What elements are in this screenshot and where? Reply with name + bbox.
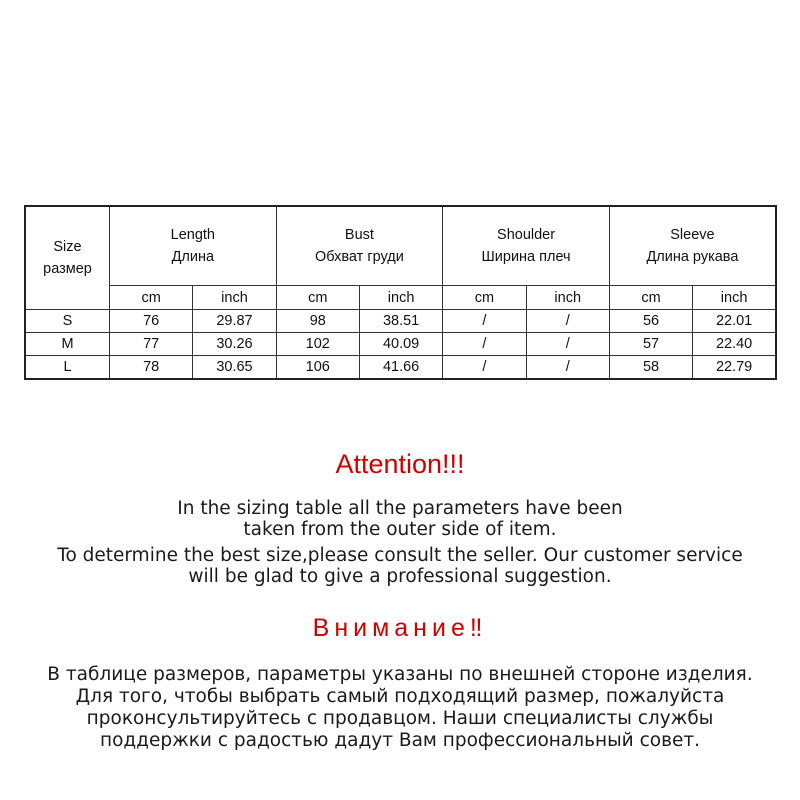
attention-note-en-1: In the sizing table all the parameters have been taken from the outer side of item. [177, 498, 623, 540]
size-header: Size размер [25, 206, 110, 310]
size-table [24, 205, 777, 380]
size-cell: S [25, 310, 110, 333]
table-cell: 22.79 [693, 356, 776, 380]
unit-cell: cm [609, 286, 692, 310]
bust-header: Bust Обхват груди [276, 206, 443, 286]
table-cell: 30.65 [193, 356, 276, 380]
attention-note-en-2: To determine the best size,please consult the seller. Our customer service will be glad to give a professional suggestion. [57, 545, 743, 587]
table-row [25, 333, 776, 356]
table-cell: 102 [276, 333, 359, 356]
shoulder-header: Shoulder Ширина плеч [443, 206, 610, 286]
unit-cell: inch [359, 286, 442, 310]
table-header-row [25, 206, 776, 286]
unit-cell: inch [193, 286, 276, 310]
table-cell: / [443, 356, 526, 380]
table-cell: / [443, 333, 526, 356]
table-cell: 77 [110, 333, 193, 356]
unit-cell: cm [443, 286, 526, 310]
unit-cell: cm [276, 286, 359, 310]
table-cell: 29.87 [193, 310, 276, 333]
unit-cell: cm [110, 286, 193, 310]
size-cell: L [25, 356, 110, 380]
attention-title-en: Attention!!! [335, 449, 465, 479]
attention-note-ru: В таблице размеров, параметры указаны по внешней стороне изделия. Для того, чтобы выбрать самый подходящий размер, пожалуйста проконсультируйтесь с продавцом. Наши специалисты службы поддержки с радостью дадут Вам профессиональный совет. [47, 664, 753, 751]
size-cell: M [25, 333, 110, 356]
table-cell: 57 [609, 333, 692, 356]
table-cell: 76 [110, 310, 193, 333]
length-header: Length Длина [110, 206, 277, 286]
table-cell: 22.40 [693, 333, 776, 356]
table-cell: 30.26 [193, 333, 276, 356]
table-cell: / [526, 356, 609, 380]
table-cell: 41.66 [359, 356, 442, 380]
table-cell: 78 [110, 356, 193, 380]
table-row [25, 356, 776, 380]
units-row [25, 286, 776, 310]
unit-cell: inch [526, 286, 609, 310]
table-row [25, 310, 776, 333]
table-cell: 38.51 [359, 310, 442, 333]
table-cell: / [443, 310, 526, 333]
table-cell: / [526, 310, 609, 333]
sleeve-header: Sleeve Длина рукава [609, 206, 776, 286]
table-cell: 22.01 [693, 310, 776, 333]
table-cell: 58 [609, 356, 692, 380]
table-cell: 56 [609, 310, 692, 333]
table-cell: 98 [276, 310, 359, 333]
unit-cell: inch [693, 286, 776, 310]
table-cell: / [526, 333, 609, 356]
attention-title-ru: Внимание‼ [312, 614, 488, 642]
table-cell: 40.09 [359, 333, 442, 356]
table-cell: 106 [276, 356, 359, 380]
